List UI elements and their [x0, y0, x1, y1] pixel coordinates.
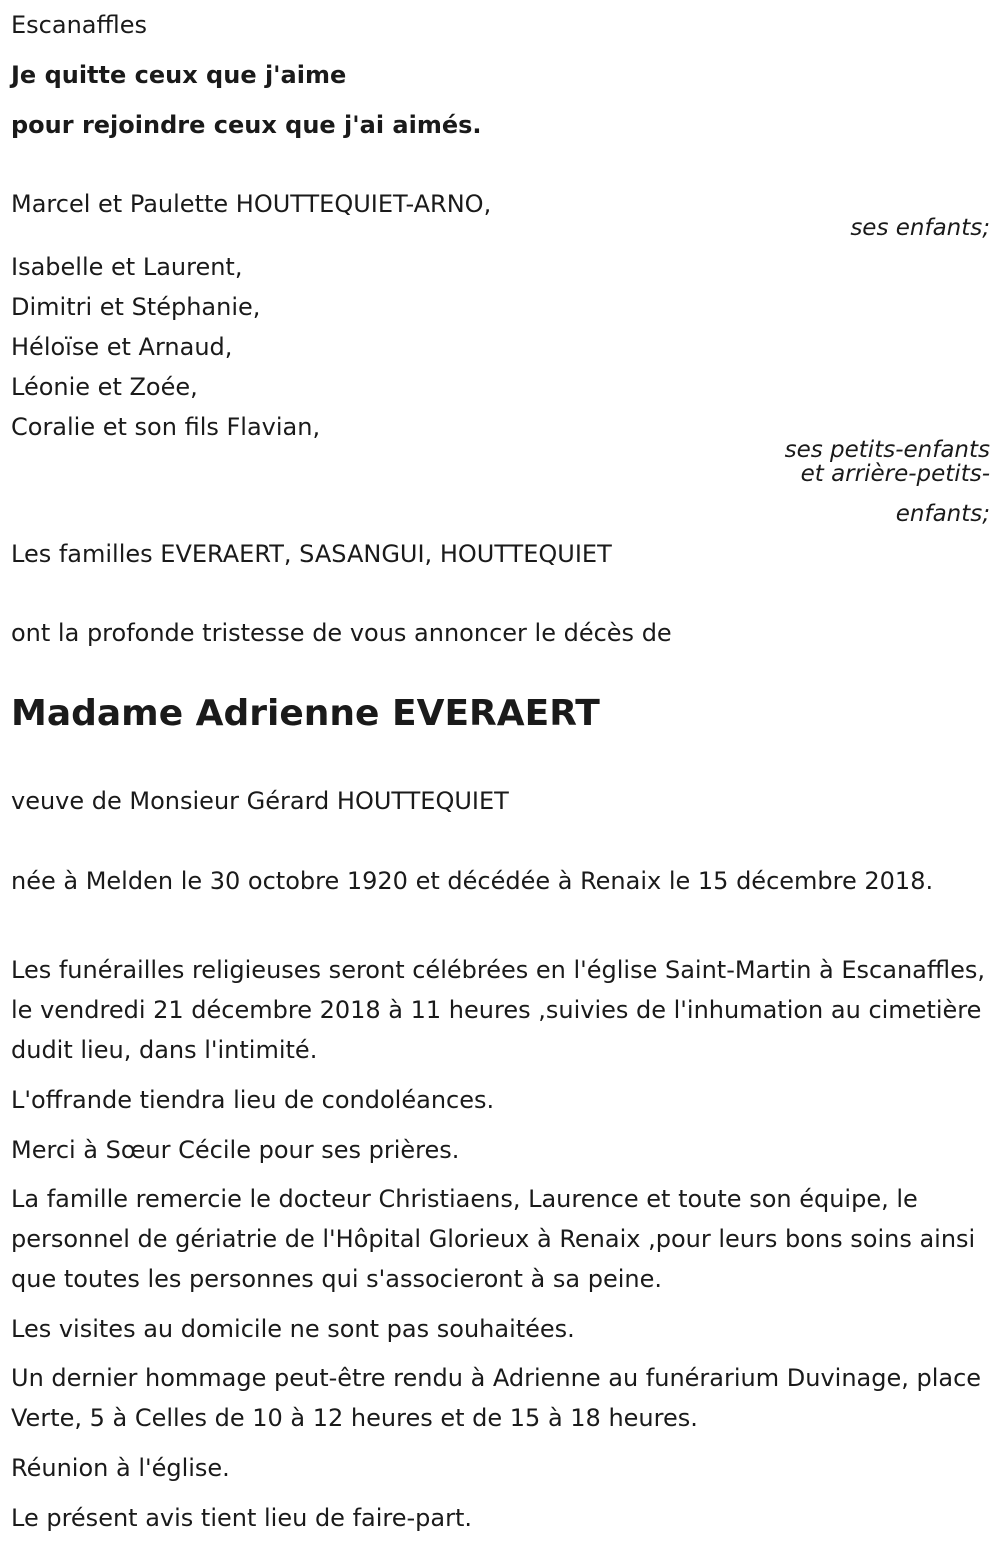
children-names: Marcel et Paulette HOUTTEQUIET-ARNO,: [11, 190, 492, 218]
families: Les familles EVERAERT, SASANGUI, HOUTTEQUIET: [11, 540, 612, 568]
location: Escanaffles: [11, 11, 147, 39]
children-role: ses enfants;: [850, 215, 990, 241]
grandchild-2: Dimitri et Stéphanie,: [11, 293, 261, 321]
deceased-name: Madame Adrienne EVERAERT: [11, 693, 600, 734]
tribute-paragraph: Un dernier hommage peut-être rendu à Adrienne au funérarium Duvinage, place Verte, 5 à Celles de 10 à 12 heures et de 15 à 18 heures.: [11, 1364, 982, 1432]
thanks-sister-paragraph: Merci à Sœur Cécile pour ses prières.: [11, 1136, 460, 1164]
quote-line-1: Je quitte ceux que j'aime: [11, 61, 347, 89]
grandchildren-role-line-1: ses petits-enfants: [784, 437, 990, 463]
grandchildren-role-line-3: enfants;: [895, 501, 990, 527]
visits-paragraph: Les visites au domicile ne sont pas souhaitées.: [11, 1315, 575, 1343]
grandchild-1: Isabelle et Laurent,: [11, 253, 243, 281]
funeral-paragraph: Les funérailles religieuses seront célébrées en l'église Saint-Martin à Escanaffles, le vendredi 21 décembre 2018 à 11 heures ,suivies de l'inhumation au cimetière dudit lieu, dans l'intimité.: [11, 956, 985, 1064]
spouse-line: veuve de Monsieur Gérard HOUTTEQUIET: [11, 787, 509, 815]
grandchild-3: Héloïse et Arnaud,: [11, 333, 233, 361]
grandchild-5: Coralie et son fils Flavian,: [11, 413, 321, 441]
quote-line-2: pour rejoindre ceux que j'ai aimés.: [11, 111, 482, 139]
birth-death-paragraph: née à Melden le 30 octobre 1920 et décédée à Renaix le 15 décembre 2018.: [11, 867, 934, 895]
thanks-staff-paragraph: La famille remercie le docteur Christiaens, Laurence et toute son équipe, le personnel de gériatrie de l'Hôpital Glorieux à Renaix ,pour leurs bons soins ainsi que toutes les personnes qui s'associeront à sa peine.: [11, 1185, 976, 1293]
offering-paragraph: L'offrande tiendra lieu de condoléances.: [11, 1086, 495, 1114]
meeting-paragraph: Réunion à l'église.: [11, 1454, 230, 1482]
grandchildren-role-line-2: et arrière-petits-: [800, 461, 990, 487]
grandchild-4: Léonie et Zoée,: [11, 373, 198, 401]
announcement: ont la profonde tristesse de vous annoncer le décès de: [11, 619, 672, 647]
notice-paragraph: Le présent avis tient lieu de faire-part.: [11, 1504, 473, 1532]
